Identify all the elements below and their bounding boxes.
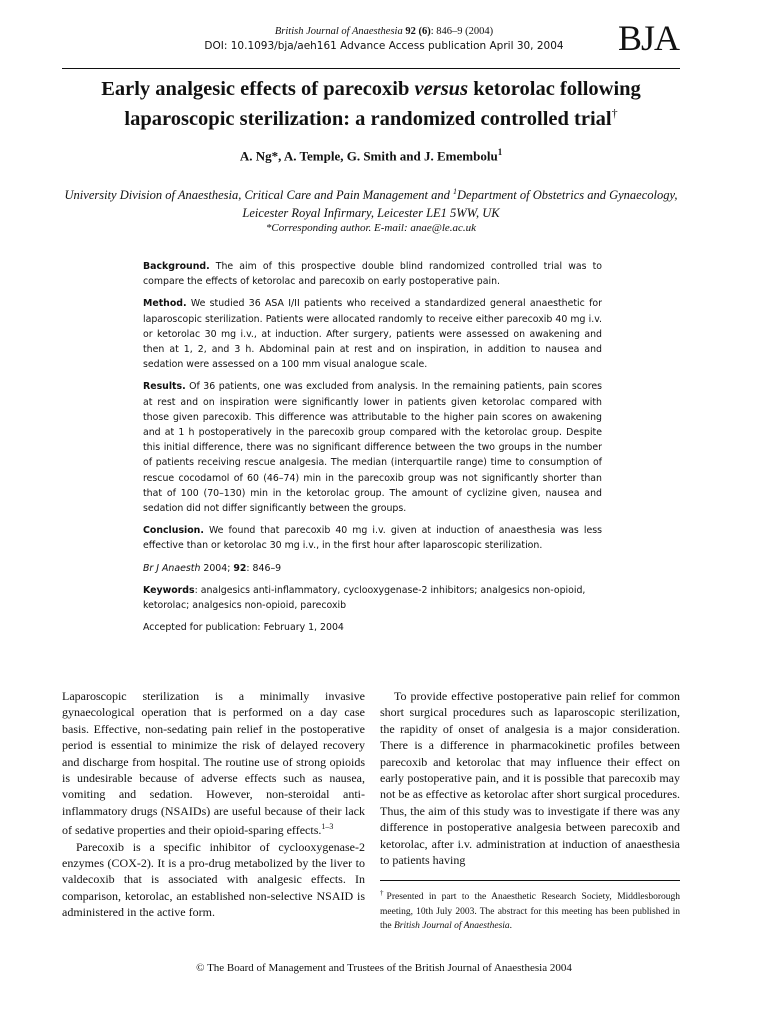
abstract-accepted: Accepted for publication: February 1, 2004: [143, 622, 344, 634]
doi-line: DOI: 10.1093/bja/aeh161 Advance Access publication April 30, 2004: [204, 40, 564, 52]
abstract-keywords: Keywords: analgesics anti-inflammatory, cyclooxygenase-2 inhibitors; analgesics non-opioid, ketorolac; analgesics non-opioid, parecoxib: [143, 584, 586, 612]
body-column-right: [380, 688, 680, 868]
authors: A. Ng*, A. Temple, G. Smith and J. Emembolu$^1$: [239, 147, 503, 164]
abstract-conclusion: Conclusion. We found that parecoxib 40 mg i.v. given at induction of anaesthesia was less effective than or ketorolac 30 mg i.v., in the first hour after laparoscopic sterilization.: [143, 525, 602, 552]
abstract-citation: Br J Anaesth 2004; 92: 846–9: [143, 562, 282, 574]
bja-logo: BJA: [618, 18, 680, 58]
footnote: †Presented in part to the Anaesthetic Research Society, Middlesborough meeting, 10th July 2003. The abstract for this meeting has been published in the British Journal of Anaesthesia.: [380, 889, 681, 932]
body-paragraph: Parecoxib is a specific inhibitor of cyclooxygenase-2 enzymes (COX-2). It is a pro-drug metabolized by the liver to valdecoxib that is associated with analgesic effects. In comparison, ketorolac, an established non-selective NSAID is administered in the active form.: [62, 839, 365, 920]
copyright-footer: © The Board of Management and Trustees of the British Journal of Anaesthesia 2004: [196, 962, 572, 974]
corresponding-author: *Corresponding author. E-mail: anae@le.ac.uk: [265, 222, 477, 234]
abstract: [143, 259, 602, 642]
footnote-rule: [380, 880, 680, 881]
abstract-results: Results. Of 36 patients, one was excluded from analysis. In the remaining patients, pain scores at rest and on inspiration were significantly lower in patients given ketorolac compared with those given parecoxib. This difference was attributable to the higher pain scores on awakening and at 1 h postoperatively in the parecoxib group compared with the ketorolac group. Despite this initial difference, there was no significant difference between the two groups in the number of patients receiving rescue analgesia. The median (interquartile range) time to consumption of rescue cocodamol of 60 (46–74) min in the parecoxib group was not significantly shorter than that of 100 (70–130) min in the ketorolac group. The amount of cyclizine given, nausea and sedation did not differ significantly between the groups.: [143, 381, 602, 515]
article-title: Early analgesic effects of parecoxib versus ketorolac following laparoscopic sterilization: a randomized controlled trial†: [101, 78, 641, 130]
abstract-method: Method. We studied 36 ASA I/II patients who received a standardized general anaesthetic for laparoscopic sterilization. Patients were allocated randomly to receive either parecoxib 40 mg i.v. or ketorolac 30 mg i.v., at induction. After surgery, patients were assessed on awakening and then at 1, 2, and 3 h. Abdominal pain at rest and on inspiration, in addition to nausea and sedation were assessed on a 100 mm visual analogue scale.: [143, 298, 602, 371]
header-rule: [62, 68, 680, 69]
body-paragraph: Laparoscopic sterilization is a minimally invasive gynaecological operation that is performed on a day case basis. Effective, non-sedating pain relief in the postoperative period is essential to minimize the risk of delayed recovery and discharge from hospital. The routine use of strong opioids is undesirable because of adverse effects such as nausea, vomiting and sedation. However, non-steroidal anti-inflammatory drugs (NSAIDs) are useful because of their lack of sedative properties and their opioid-sparing effects.$^{1-3}$: [62, 689, 365, 838]
body-column-left: [62, 688, 365, 921]
journal-citation-header: British Journal of Anaesthesia 92 (6): 846–9 (2004): [274, 26, 494, 37]
affiliation: University Division of Anaesthesia, Critical Care and Pain Management and $^1$Department of Obstetrics and Gynaecology, Leicester Royal Infirmary, Leicester LE1 5WW, UK: [64, 187, 678, 221]
body-paragraph: To provide effective postoperative pain relief for common short surgical procedures such as laparoscopic sterilization, the rapidity of onset of analgesia is a major consideration. There is a difference in pharmacokinetic profiles between parecoxib and ketorolac that may influence their effect on early postoperative pain, and it is possible that parecoxib may not be as effective as ketorolac after short surgical procedures. Thus, the aim of this study was to investigate if there was any difference in postoperative analgesia between parecoxib and ketorolac, after i.v. administration at induction of anaesthesia to patients having: [380, 689, 680, 868]
abstract-background: Background. The aim of this prospective double blind randomized controlled trial was to compare the effects of ketorolac and parecoxib on early postoperative pain.: [143, 261, 602, 288]
